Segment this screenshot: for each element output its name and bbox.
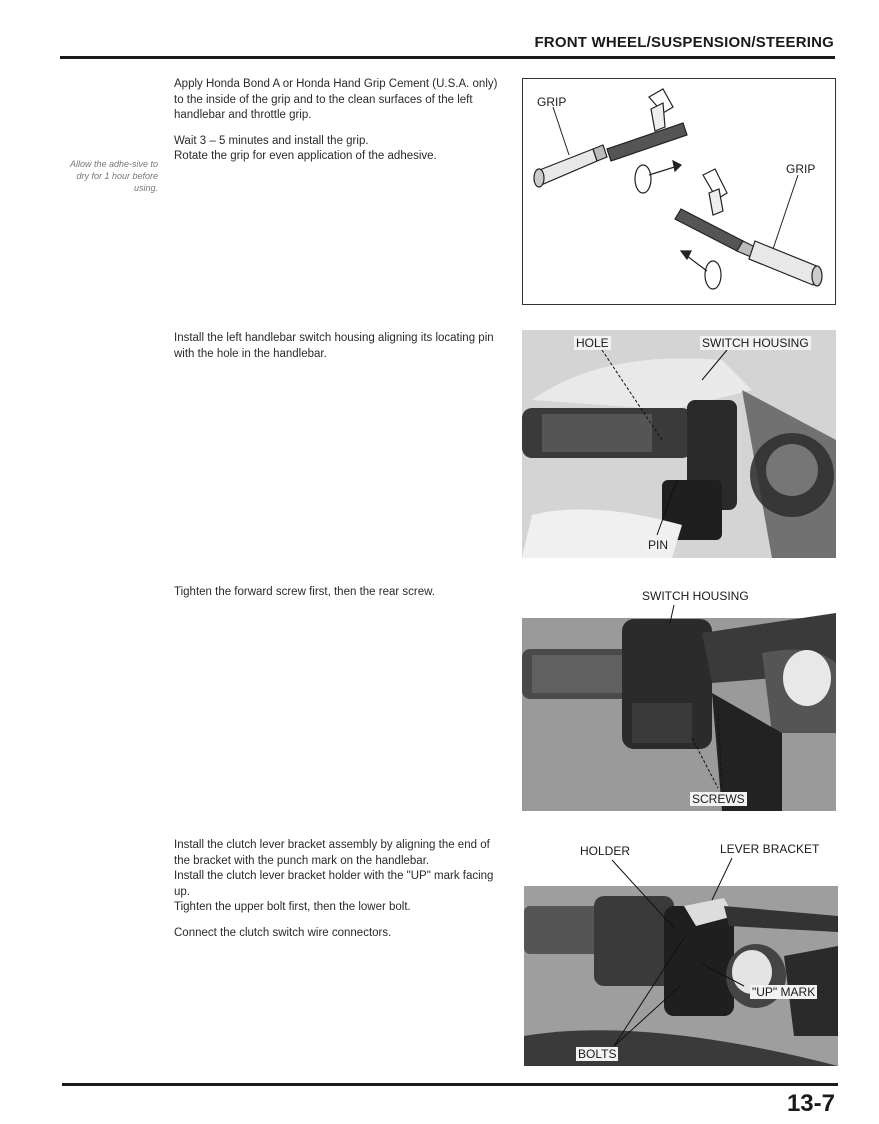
- section-4-text: [174, 838, 508, 941]
- switch-housing-photo: [522, 330, 836, 558]
- holder-label: HOLDER: [580, 844, 631, 858]
- lever-bracket-photo-drawing: [524, 836, 838, 1066]
- side-note: Allow the adhe-sive to dry for 1 hour before using.: [69, 159, 158, 193]
- screws-label: SCREWS: [692, 792, 745, 806]
- pin-label: PIN: [648, 538, 669, 552]
- switch-housing-photo-drawing: [522, 330, 836, 558]
- section-4-paragraph-4: Connect the clutch switch wire connectors.: [174, 926, 392, 939]
- header-rule: [60, 56, 835, 59]
- lever-bracket-label: LEVER BRACKET: [720, 842, 820, 856]
- switch-housing-label: SWITCH HOUSING: [702, 336, 809, 350]
- grip-label-left: GRIP: [537, 95, 567, 109]
- section-1-paragraph-2: Wait 3 – 5 minutes and install the grip.: [174, 134, 369, 147]
- bolts-label: BOLTS: [578, 1047, 617, 1061]
- section-4-paragraph-3: Tighten the upper bolt first, then the lower bolt.: [174, 901, 411, 913]
- lever-bracket-photo: [524, 836, 838, 1066]
- section-2-paragraph-1: Install the left handlebar switch housing aligning its locating pin with the hole in the handlebar.: [174, 332, 494, 360]
- up-mark-label: "UP" MARK: [752, 985, 816, 999]
- grip-label-right: GRIP: [786, 162, 816, 176]
- section-2-text: [174, 331, 508, 362]
- section-3-paragraph-1: Tighten the forward screw first, then the rear screw.: [174, 586, 435, 598]
- footer-rule: [62, 1083, 838, 1086]
- section-1-paragraph-3: Rotate the grip for even application of the adhesive.: [174, 150, 437, 162]
- screws-photo-drawing: [522, 583, 836, 811]
- section-4-paragraph-1: Install the clutch lever bracket assembly by aligning the end of the bracket with the punch mark on the handlebar.: [174, 839, 490, 867]
- hole-label: HOLE: [576, 336, 609, 350]
- screws-photo: [522, 583, 836, 811]
- page-number: 13-7: [786, 1090, 835, 1117]
- grip-illustration: [522, 78, 836, 305]
- page-header-title: FRONT WHEEL/SUSPENSION/STEERING: [534, 34, 834, 51]
- section-1-paragraph-1: Apply Honda Bond A or Honda Hand Grip Cement (U.S.A. only) to the inside of the grip and to the clean surfaces of the left handlebar and throttle grip.: [174, 78, 498, 121]
- grip-drawing: [523, 79, 835, 304]
- switch-housing-label-2: SWITCH HOUSING: [642, 589, 749, 603]
- section-3-text: [174, 585, 508, 601]
- section-4-paragraph-2: Install the clutch lever bracket holder with the "UP" mark facing up.: [174, 870, 494, 898]
- section-1-text: [174, 77, 508, 165]
